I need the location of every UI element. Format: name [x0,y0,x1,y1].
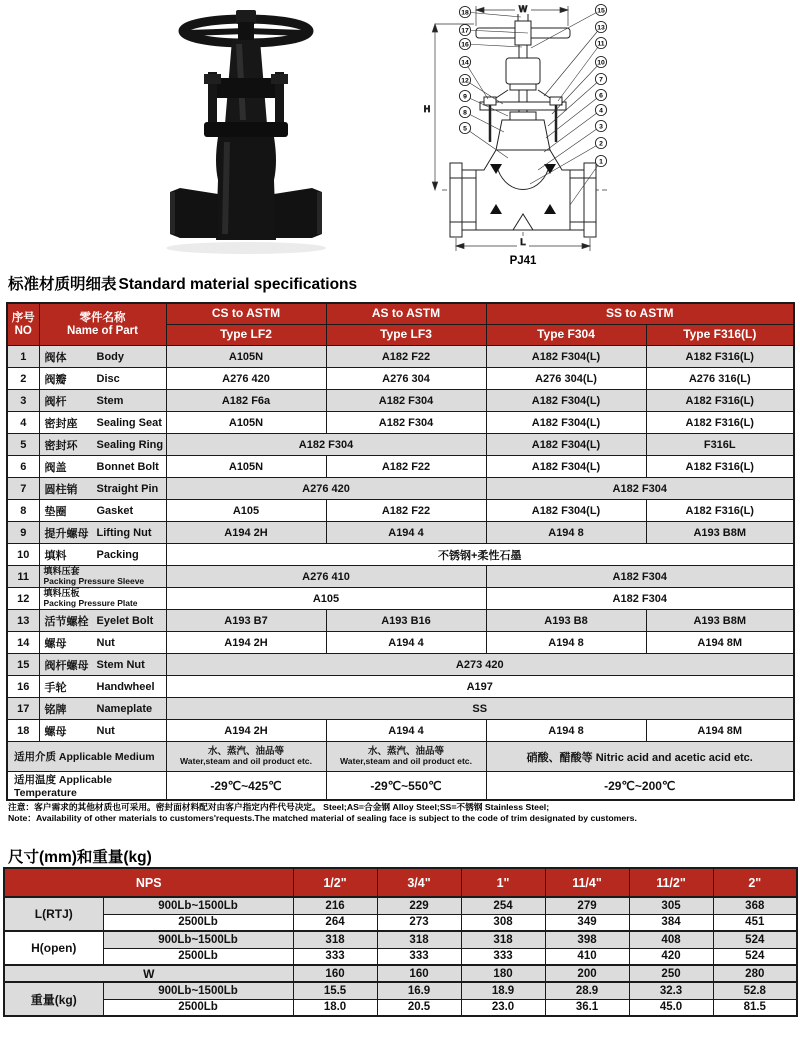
callout-number: 2 [599,140,603,148]
cell-value: 524 [713,948,797,965]
model-label: PJ41 [509,255,537,267]
col-type: Type F316(L) [646,325,794,346]
cell-no: 3 [7,390,39,412]
cell-value: 200 [545,965,629,982]
cell-name: 阀体 Body [39,346,166,368]
cell-material: A182 F316(L) [646,412,794,434]
callout-number: 1 [599,158,603,166]
cell-value: 318 [377,931,461,948]
cell-material: A194 2H [166,720,326,742]
col-no: 序号 NO [7,303,39,346]
table-row [4,931,797,948]
cell-material: A276 316(L) [646,368,794,390]
material-notes [8,802,794,825]
callout-number: 7 [599,76,603,84]
cell-material: A276 420 [166,478,486,500]
material-title-en: Standard material specifications [118,276,358,293]
cell-material: A105N [166,456,326,478]
cell-no: 16 [7,676,39,698]
cell-class: 2500Lb [103,914,293,931]
col-size: 1" [461,868,545,897]
table-row [4,948,797,965]
callout-number: 17 [461,27,469,35]
cell-material: A276 304(L) [486,368,646,390]
cell-value: 280 [713,965,797,982]
cell-value: 32.3 [629,982,713,999]
cell-material: A194 2H [166,632,326,654]
dimension-table-header [4,868,797,897]
note-line-1: 注意：客户需求的其他材质也可采用。密封面材料配对由客户指定内件代号决定。 Steel;AS=合金钢 Alloy Steel;SS=不锈钢 Stainless Steel; [8,802,550,812]
cell-name: 阀盖 Bonnet Bolt [39,456,166,478]
cell-material: A182 F304 [326,390,486,412]
col-size: 1/2" [293,868,377,897]
cell-class: 900Lb~1500Lb [103,897,293,914]
dimension-table [3,867,798,1017]
table-row [7,698,794,720]
cell-name: 垫圈 Gasket [39,500,166,522]
table-row [7,368,794,390]
callout-number: 13 [597,24,605,32]
cell-material: A182 F304(L) [486,434,646,456]
row-label: 重量(kg) [4,982,103,1016]
row-label: H(open) [4,931,103,965]
col-ss: SS to ASTM [486,303,794,325]
cell-material: A182 F22 [326,456,486,478]
cell-material: A276 410 [166,566,486,588]
cell-material: A182 F316(L) [646,346,794,368]
table-row [7,456,794,478]
col-as: AS to ASTM [326,303,486,325]
cell-material: A276 304 [326,368,486,390]
cell-material: A105N [166,346,326,368]
callout-number: 4 [599,107,603,115]
cell-medium: 水、蒸汽、油品等 Water,steam and oil product etc. [166,742,326,772]
callout-number: 6 [599,92,603,100]
cell-value: 250 [629,965,713,982]
cell-name: 密封座 Sealing Seat [39,412,166,434]
cell-value: 273 [377,914,461,931]
cell-no: 9 [7,522,39,544]
cell-temperature: -29℃~550℃ [326,772,486,801]
cell-material: A182 F304(L) [486,346,646,368]
table-row [4,999,797,1016]
cell-material: A182 F304(L) [486,390,646,412]
table-row [7,610,794,632]
cell-value: 524 [713,931,797,948]
callout-number: 9 [463,93,467,101]
material-table [6,302,795,801]
cell-value: 308 [461,914,545,931]
cell-material: A182 F304 [166,434,486,456]
cell-name: 填料压板 Packing Pressure Plate [39,588,166,610]
cell-material: A193 B8 [486,610,646,632]
yoke [212,78,280,98]
cell-value: 18.9 [461,982,545,999]
cell-material: A276 420 [166,368,326,390]
cell-value: 52.8 [713,982,797,999]
svg-text:H: H [423,104,431,114]
table-row [7,588,794,610]
cell-material: A273 420 [166,654,794,676]
cell-value: 264 [293,914,377,931]
cell-no: 5 [7,434,39,456]
cell-name: 圆柱销 Straight Pin [39,478,166,500]
note-line-2: Note：Availability of other materials to customers'requests.The matched material of sealing face is subject to the code of trim designated by customers. [8,813,637,824]
cell-class: 2500Lb [103,999,293,1016]
callout-number: 8 [463,109,467,117]
cell-name: 活节螺栓 Eyelet Bolt [39,610,166,632]
cell-name: 螺母 Nut [39,720,166,742]
cell-value: 16.9 [377,982,461,999]
cell-value: 333 [461,948,545,965]
cell-value: 160 [377,965,461,982]
weld-end-left [170,188,218,238]
cell-material: A182 F22 [326,500,486,522]
cell-medium: 水、蒸汽、油品等 Water,steam and oil product etc. [326,742,486,772]
cell-name: 螺母 Nut [39,632,166,654]
cell-value: 28.9 [545,982,629,999]
callout-number: 18 [461,9,469,17]
svg-text:W: W [518,4,528,14]
cell-material: A193 B8M [646,522,794,544]
cell-material: A182 F304(L) [486,456,646,478]
cell-material: A194 4 [326,632,486,654]
cell-name: 密封环 Sealing Ring [39,434,166,456]
medium-label: 适用介质 Applicable Medium [7,742,166,772]
table-row [7,720,794,742]
cell-value: 318 [293,931,377,948]
cell-value: 408 [629,931,713,948]
col-size: 11/4" [545,868,629,897]
table-row [7,434,794,456]
cell-name: 填料 Packing [39,544,166,566]
cell-material: A182 F304 [486,588,794,610]
table-row [4,965,797,982]
cell-value: 81.5 [713,999,797,1016]
table-row [4,897,797,914]
cell-value: 333 [293,948,377,965]
table-row [7,500,794,522]
material-table-body [7,346,794,801]
cell-value: 254 [461,897,545,914]
cell-no: 13 [7,610,39,632]
cell-value: 180 [461,965,545,982]
cell-temperature: -29℃~200℃ [486,772,794,801]
col-type: Type F304 [486,325,646,346]
cell-no: 10 [7,544,39,566]
cell-name: 提升螺母 Lifting Nut [39,522,166,544]
cell-no: 12 [7,588,39,610]
valve-drawing [418,0,660,268]
valve-drawing-graphic [418,0,660,268]
gland-flange [204,122,288,137]
cell-material: A105 [166,588,486,610]
col-size: 3/4" [377,868,461,897]
table-row [7,632,794,654]
callout-number: 11 [597,40,605,48]
col-name: 零件名称 Name of Part [39,303,166,346]
cell-value: 318 [461,931,545,948]
cell-name: 铭牌 Nameplate [39,698,166,720]
cell-material: A193 B16 [326,610,486,632]
cell-no: 2 [7,368,39,390]
col-cs: CS to ASTM [166,303,326,325]
cell-name: 阀杆 Stem [39,390,166,412]
row-label: L(RTJ) [4,897,103,931]
cell-material: A182 F304 [326,412,486,434]
material-table-title [8,272,357,294]
dim-l [456,236,590,251]
callout-number: 14 [461,59,469,67]
table-row [7,544,794,566]
table-row [7,390,794,412]
table-row [7,676,794,698]
cell-value: 23.0 [461,999,545,1016]
table-row [7,346,794,368]
cell-material: A182 F6a [166,390,326,412]
bonnet-outline [496,120,550,150]
cell-material: A194 8M [646,632,794,654]
cell-material: A182 F304(L) [486,412,646,434]
cell-no: 1 [7,346,39,368]
col-nps: NPS [4,868,293,897]
temperature-label: 适用温度 Applicable Temperature [7,772,166,801]
callout-number: 12 [461,77,469,85]
cell-material: A194 8M [646,720,794,742]
cell-material: A182 F316(L) [646,500,794,522]
cell-value: 45.0 [629,999,713,1016]
cell-value: 229 [377,897,461,914]
cell-name: 手轮 Handwheel [39,676,166,698]
callout-number: 3 [599,123,603,131]
callout-number: 15 [597,7,605,15]
cell-material: A194 8 [486,720,646,742]
svg-text:L: L [520,237,526,247]
table-row [7,478,794,500]
weld-end-right [274,188,322,238]
table-row [7,522,794,544]
cell-material: A182 F316(L) [646,456,794,478]
cell-value: 384 [629,914,713,931]
cell-value: 18.0 [293,999,377,1016]
material-title-zh: 标准材质明细表 [8,276,117,293]
cell-value: 20.5 [377,999,461,1016]
cell-value: 368 [713,897,797,914]
table-row [7,566,794,588]
dimension-table-body [4,897,797,1016]
col-type: Type LF2 [166,325,326,346]
valve-photo-graphic [150,2,370,262]
cell-no: 7 [7,478,39,500]
cell-material: A182 F304(L) [486,500,646,522]
cell-value: 398 [545,931,629,948]
cell-material: F316L [646,434,794,456]
material-table-header [7,303,794,346]
cell-material: A105N [166,412,326,434]
header-row [7,303,794,325]
table-row [4,914,797,931]
cell-no: 17 [7,698,39,720]
cell-value: 420 [629,948,713,965]
table-row [4,982,797,999]
cell-material: A105 [166,500,326,522]
stem-nut [236,10,256,24]
cell-material: SS [166,698,794,720]
cell-material: A182 F304 [486,566,794,588]
cell-material: A194 2H [166,522,326,544]
cell-material: A193 B8M [646,610,794,632]
cell-no: 11 [7,566,39,588]
table-row [7,412,794,434]
cell-material: A182 F22 [326,346,486,368]
cell-material: A194 4 [326,522,486,544]
cell-material: 不锈钢+柔性石墨 [166,544,794,566]
cell-material: A182 F304 [486,478,794,500]
cell-no: 8 [7,500,39,522]
cell-no: 18 [7,720,39,742]
valve-photo [150,2,370,260]
cell-value: 333 [377,948,461,965]
medium-row [7,742,794,772]
cell-class: 900Lb~1500Lb [103,982,293,999]
cell-value: 349 [545,914,629,931]
cell-material: A182 F316(L) [646,390,794,412]
header-row [4,868,797,897]
callout-number: 5 [463,125,467,133]
cell-material: A194 8 [486,522,646,544]
cell-value: 451 [713,914,797,931]
cell-no: 4 [7,412,39,434]
cell-no: 15 [7,654,39,676]
cell-material: A194 8 [486,632,646,654]
callout-number: 10 [597,59,605,67]
cell-value: 216 [293,897,377,914]
cell-temperature: -29℃~425℃ [166,772,326,801]
dimension-table-title: 尺寸(mm)和重量(kg) [8,849,152,866]
table-row [7,654,794,676]
callout-number: 16 [461,41,469,49]
cell-class: 2500Lb [103,948,293,965]
cell-no: 14 [7,632,39,654]
cell-value: 160 [293,965,377,982]
cell-class: 900Lb~1500Lb [103,931,293,948]
temperature-row [7,772,794,801]
cell-value: 15.5 [293,982,377,999]
row-label: W [4,965,293,982]
cell-material: A197 [166,676,794,698]
cell-value: 36.1 [545,999,629,1016]
cell-material: A193 B7 [166,610,326,632]
cell-value: 410 [545,948,629,965]
cell-medium: 硝酸、醋酸等 Nitric acid and acetic acid etc. [486,742,794,772]
cell-value: 279 [545,897,629,914]
cell-material: A194 4 [326,720,486,742]
col-size: 11/2" [629,868,713,897]
cell-name: 阀瓣 Disc [39,368,166,390]
cell-value: 305 [629,897,713,914]
cell-name: 阀杆螺母 Stem Nut [39,654,166,676]
cell-no: 6 [7,456,39,478]
cell-name: 填料压套 Packing Pressure Sleeve [39,566,166,588]
col-size: 2" [713,868,797,897]
col-type: Type LF3 [326,325,486,346]
